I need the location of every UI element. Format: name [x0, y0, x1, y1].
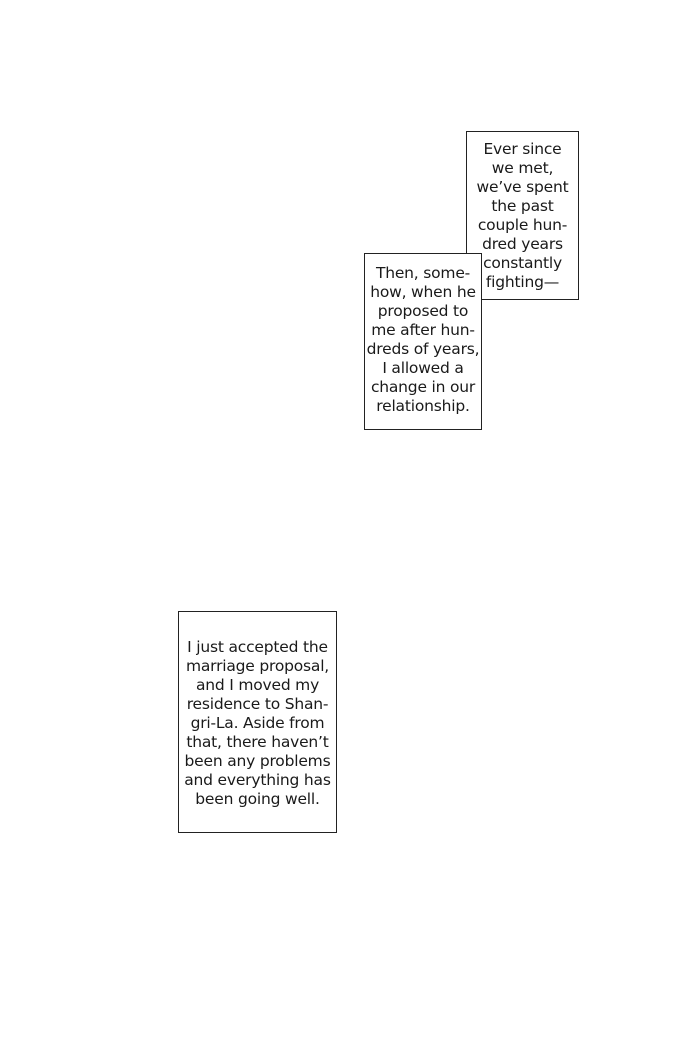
- caption-line: couple hun-: [477, 216, 568, 234]
- narration-box-1: [466, 131, 579, 300]
- caption-line: and I moved my: [195, 676, 320, 694]
- caption-line: and everything has: [184, 771, 331, 789]
- caption-line: proposed to: [377, 302, 469, 320]
- caption-line: we met,: [491, 159, 554, 177]
- caption-line: I just accepted the: [187, 638, 328, 656]
- caption-line: change in our: [370, 378, 476, 396]
- caption-line: relationship.: [376, 397, 470, 415]
- caption-line: constantly: [483, 254, 562, 272]
- caption-line: marriage proposal,: [185, 657, 330, 675]
- caption-line: been any problems: [184, 752, 331, 770]
- caption-line: Ever since: [483, 140, 562, 158]
- caption-line: the past: [491, 197, 554, 215]
- caption-line: been going well.: [195, 790, 320, 808]
- caption-line: me after hun-: [371, 321, 475, 339]
- caption-line: that, there haven’t: [186, 733, 329, 751]
- caption-line: gri-La. Aside from: [190, 714, 325, 732]
- narration-box-3: [178, 611, 337, 833]
- caption-line: we’ve spent: [476, 178, 569, 196]
- caption-line: fighting—: [485, 273, 560, 291]
- narration-box-2: [364, 253, 482, 430]
- caption-line: dred years: [482, 235, 563, 253]
- caption-line: dreds of years,: [366, 340, 480, 358]
- caption-line: Then, some-: [375, 264, 471, 282]
- caption-line: I allowed a: [382, 359, 464, 377]
- caption-line: residence to Shan-: [186, 695, 329, 713]
- caption-line: how, when he: [370, 283, 476, 301]
